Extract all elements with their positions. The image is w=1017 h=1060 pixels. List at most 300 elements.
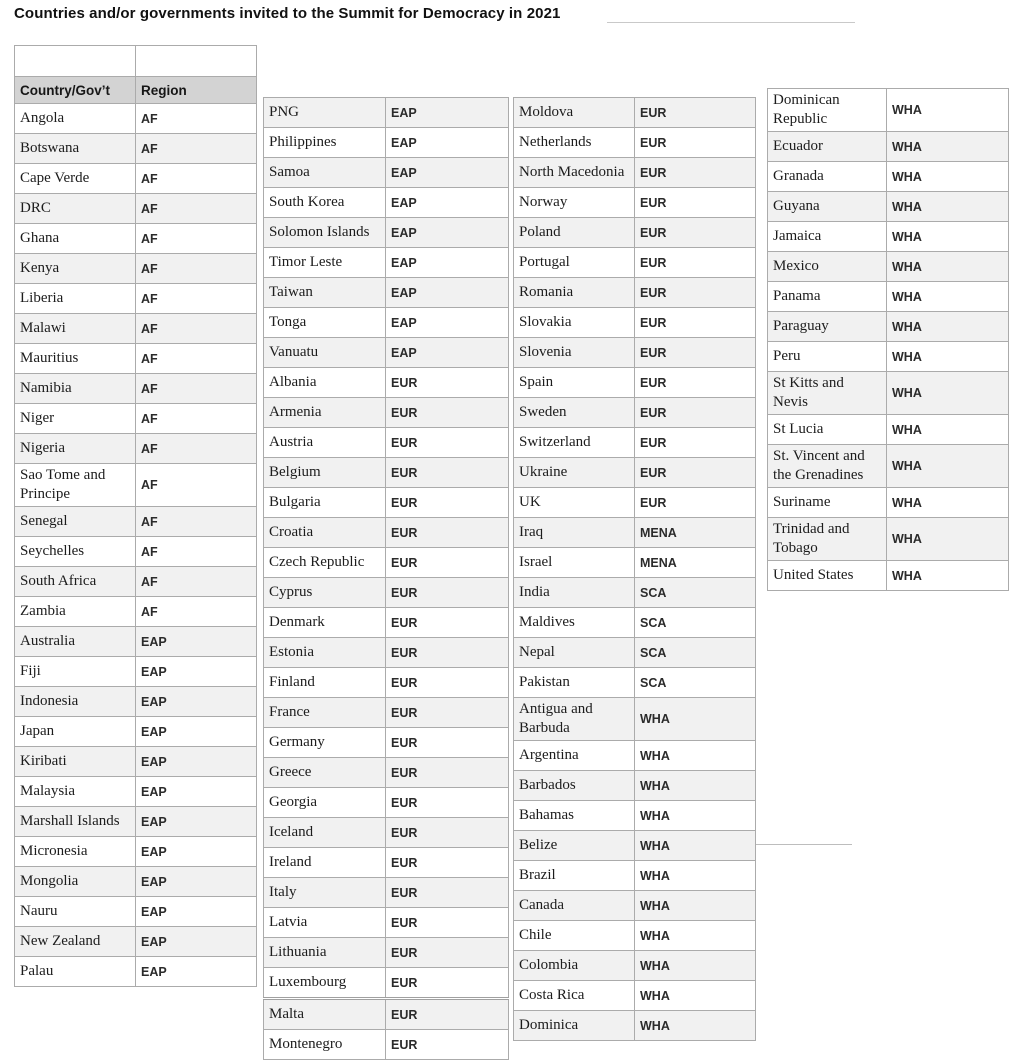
country-cell: Austria (264, 428, 386, 458)
table-row (264, 878, 509, 908)
table-row (514, 741, 756, 771)
table-row (264, 458, 509, 488)
region-cell: EUR (386, 638, 509, 668)
country-cell: Nauru (15, 897, 136, 927)
country-cell: Fiji (15, 657, 136, 687)
table-row (514, 638, 756, 668)
country-cell: Slovenia (514, 338, 635, 368)
region-cell: EUR (635, 128, 756, 158)
country-cell: Liberia (15, 284, 136, 314)
table-row (514, 458, 756, 488)
region-cell: WHA (887, 192, 1009, 222)
region-cell: EAP (136, 657, 257, 687)
region-cell: EUR (386, 518, 509, 548)
table-row (15, 567, 257, 597)
country-cell: Czech Republic (264, 548, 386, 578)
region-cell: EAP (136, 837, 257, 867)
region-cell: AF (136, 537, 257, 567)
country-cell: Ireland (264, 848, 386, 878)
country-cell: Colombia (514, 951, 635, 981)
region-cell: SCA (635, 668, 756, 698)
region-cell: WHA (635, 981, 756, 1011)
table-row (264, 698, 509, 728)
table-row (15, 657, 257, 687)
table-row (768, 312, 1009, 342)
country-cell: Croatia (264, 518, 386, 548)
country-cell: Angola (15, 104, 136, 134)
country-cell: Poland (514, 218, 635, 248)
country-cell: Zambia (15, 597, 136, 627)
country-cell: Mongolia (15, 867, 136, 897)
table-row (514, 308, 756, 338)
country-cell: Norway (514, 188, 635, 218)
country-cell: Israel (514, 548, 635, 578)
region-cell: AF (136, 464, 257, 507)
country-cell: Chile (514, 921, 635, 951)
country-cell: Costa Rica (514, 981, 635, 1011)
region-cell: EUR (386, 999, 509, 1030)
region-cell: WHA (887, 312, 1009, 342)
region-cell: EUR (635, 218, 756, 248)
region-cell: AF (136, 567, 257, 597)
table-row (264, 668, 509, 698)
table-row (514, 248, 756, 278)
table-row (768, 192, 1009, 222)
region-cell: EAP (136, 807, 257, 837)
table-row (264, 578, 509, 608)
country-cell: Armenia (264, 398, 386, 428)
country-cell: North Macedonia (514, 158, 635, 188)
region-cell: EUR (386, 608, 509, 638)
region-cell: AF (136, 254, 257, 284)
region-cell: EUR (635, 428, 756, 458)
region-cell: WHA (887, 132, 1009, 162)
country-cell: Albania (264, 368, 386, 398)
region-cell: WHA (635, 698, 756, 741)
table-row (264, 999, 509, 1030)
country-cell: Finland (264, 668, 386, 698)
table-row (514, 801, 756, 831)
empty-cell (136, 46, 257, 77)
region-cell: WHA (887, 415, 1009, 445)
region-cell: EUR (386, 398, 509, 428)
table-row (264, 548, 509, 578)
country-cell: Portugal (514, 248, 635, 278)
region-cell: EAP (136, 747, 257, 777)
table-row (514, 698, 756, 741)
table-row (514, 981, 756, 1011)
country-cell: Kiribati (15, 747, 136, 777)
country-cell: Namibia (15, 374, 136, 404)
country-cell: Barbados (514, 771, 635, 801)
table-row (15, 597, 257, 627)
column-header-country: Country/Gov’t (15, 77, 136, 104)
region-cell: AF (136, 224, 257, 254)
country-cell: Suriname (768, 488, 887, 518)
table-row (264, 308, 509, 338)
scan-artifact-line (607, 22, 855, 23)
table-row (264, 818, 509, 848)
region-cell: EUR (635, 278, 756, 308)
table-row (15, 374, 257, 404)
table-row (514, 861, 756, 891)
country-cell: Trinidad and Tobago (768, 518, 887, 561)
table-row (15, 164, 257, 194)
country-cell: Iceland (264, 818, 386, 848)
country-cell: Argentina (514, 741, 635, 771)
table-row (514, 1011, 756, 1041)
table-row (264, 518, 509, 548)
table-row (264, 188, 509, 218)
table-row (15, 434, 257, 464)
table-row (15, 957, 257, 987)
country-region-table-4 (767, 88, 1009, 591)
country-cell: Nepal (514, 638, 635, 668)
table-row (264, 728, 509, 758)
country-cell: Ecuador (768, 132, 887, 162)
country-cell: Iraq (514, 518, 635, 548)
region-cell: EUR (386, 488, 509, 518)
table-row (514, 368, 756, 398)
table-row (768, 488, 1009, 518)
scan-artifact-line (755, 844, 852, 845)
region-cell: WHA (887, 252, 1009, 282)
header-row (15, 77, 257, 104)
country-cell: Kenya (15, 254, 136, 284)
country-cell: St Lucia (768, 415, 887, 445)
country-cell: Spain (514, 368, 635, 398)
table-row (514, 548, 756, 578)
region-cell: EUR (386, 1030, 509, 1060)
table-row (514, 951, 756, 981)
country-cell: UK (514, 488, 635, 518)
region-cell: EAP (386, 128, 509, 158)
region-cell: WHA (887, 222, 1009, 252)
country-cell: United States (768, 561, 887, 591)
country-cell: Indonesia (15, 687, 136, 717)
country-cell: Latvia (264, 908, 386, 938)
country-cell: Bahamas (514, 801, 635, 831)
table-row (514, 428, 756, 458)
table-row (15, 687, 257, 717)
table-row (768, 282, 1009, 312)
country-cell: Taiwan (264, 278, 386, 308)
region-cell: EUR (635, 458, 756, 488)
country-cell: Solomon Islands (264, 218, 386, 248)
table-row (264, 158, 509, 188)
table-row (264, 428, 509, 458)
country-cell: Netherlands (514, 128, 635, 158)
country-cell: Ghana (15, 224, 136, 254)
country-cell: Paraguay (768, 312, 887, 342)
table-row (264, 128, 509, 158)
region-cell: EAP (136, 687, 257, 717)
table-row (264, 788, 509, 818)
country-cell: St. Vincent and the Grenadines (768, 445, 887, 488)
table-row (15, 464, 257, 507)
country-cell: Slovakia (514, 308, 635, 338)
table-row (15, 194, 257, 224)
table-row (264, 758, 509, 788)
region-cell: AF (136, 314, 257, 344)
country-cell: Granada (768, 162, 887, 192)
region-cell: EUR (635, 488, 756, 518)
region-cell: EUR (386, 758, 509, 788)
table-row (15, 404, 257, 434)
table-row (15, 134, 257, 164)
table-row (514, 278, 756, 308)
region-cell: EUR (386, 458, 509, 488)
table-row (514, 128, 756, 158)
region-cell: EAP (136, 927, 257, 957)
country-cell: St Kitts and Nevis (768, 372, 887, 415)
country-cell: Sweden (514, 398, 635, 428)
table-row (15, 717, 257, 747)
region-cell: EUR (386, 878, 509, 908)
region-cell: EUR (386, 428, 509, 458)
country-cell: France (264, 698, 386, 728)
country-cell: Switzerland (514, 428, 635, 458)
region-cell: AF (136, 507, 257, 537)
region-cell: EUR (635, 398, 756, 428)
country-cell: Romania (514, 278, 635, 308)
country-region-table-3 (513, 97, 756, 1041)
table-row (514, 831, 756, 861)
country-cell: Pakistan (514, 668, 635, 698)
region-cell: EUR (635, 338, 756, 368)
table-row (264, 218, 509, 248)
table-row (264, 338, 509, 368)
table-row (264, 608, 509, 638)
region-cell: AF (136, 374, 257, 404)
table-row (514, 398, 756, 428)
region-cell: AF (136, 134, 257, 164)
region-cell: EUR (386, 908, 509, 938)
country-region-table-1 (14, 45, 257, 987)
region-cell: WHA (887, 445, 1009, 488)
country-cell: Dominican Republic (768, 89, 887, 132)
country-cell: New Zealand (15, 927, 136, 957)
country-cell: Seychelles (15, 537, 136, 567)
table-row (514, 338, 756, 368)
country-cell: Luxembourg (264, 968, 386, 999)
country-cell: PNG (264, 98, 386, 128)
country-cell: Estonia (264, 638, 386, 668)
table-row (15, 627, 257, 657)
country-cell: Mauritius (15, 344, 136, 374)
country-cell: Timor Leste (264, 248, 386, 278)
table-row (514, 158, 756, 188)
table-row (15, 344, 257, 374)
table-row (264, 368, 509, 398)
region-cell: AF (136, 164, 257, 194)
table-row (264, 1030, 509, 1060)
country-cell: Panama (768, 282, 887, 312)
table-row (15, 747, 257, 777)
region-cell: EUR (386, 818, 509, 848)
region-cell: AF (136, 344, 257, 374)
country-cell: Jamaica (768, 222, 887, 252)
table-row (264, 98, 509, 128)
region-cell: WHA (887, 518, 1009, 561)
region-cell: EUR (386, 788, 509, 818)
country-cell: Cape Verde (15, 164, 136, 194)
country-cell: Mexico (768, 252, 887, 282)
country-cell: Cyprus (264, 578, 386, 608)
table-row (768, 132, 1009, 162)
table-row (514, 771, 756, 801)
region-cell: AF (136, 104, 257, 134)
region-cell: WHA (887, 561, 1009, 591)
table-row (264, 278, 509, 308)
region-cell: WHA (635, 771, 756, 801)
region-cell: WHA (887, 89, 1009, 132)
table-row (264, 398, 509, 428)
region-cell: EUR (635, 188, 756, 218)
country-cell: Denmark (264, 608, 386, 638)
region-cell: EAP (386, 278, 509, 308)
table-row (264, 638, 509, 668)
country-cell: Brazil (514, 861, 635, 891)
country-cell: Philippines (264, 128, 386, 158)
region-cell: WHA (635, 831, 756, 861)
region-cell: EUR (386, 548, 509, 578)
country-cell: Botswana (15, 134, 136, 164)
region-cell: WHA (887, 342, 1009, 372)
country-cell: Peru (768, 342, 887, 372)
table-row (514, 921, 756, 951)
country-cell: Antigua and Barbuda (514, 698, 635, 741)
table-row (15, 837, 257, 867)
country-cell: Marshall Islands (15, 807, 136, 837)
table-row (15, 254, 257, 284)
country-cell: Montenegro (264, 1030, 386, 1060)
region-cell: EAP (136, 957, 257, 987)
region-cell: WHA (887, 162, 1009, 192)
country-cell: Micronesia (15, 837, 136, 867)
table-row (15, 507, 257, 537)
region-cell: WHA (887, 282, 1009, 312)
country-cell: Lithuania (264, 938, 386, 968)
country-cell: DRC (15, 194, 136, 224)
region-cell: EAP (136, 777, 257, 807)
country-cell: Malawi (15, 314, 136, 344)
region-cell: EUR (635, 308, 756, 338)
column-header-region: Region (136, 77, 257, 104)
region-cell: EAP (386, 218, 509, 248)
country-cell: Canada (514, 891, 635, 921)
region-cell: WHA (635, 801, 756, 831)
table-row (514, 98, 756, 128)
region-cell: EUR (386, 728, 509, 758)
empty-cell (15, 46, 136, 77)
region-cell: EUR (635, 98, 756, 128)
table-row (15, 807, 257, 837)
country-cell: Samoa (264, 158, 386, 188)
region-cell: MENA (635, 518, 756, 548)
table-row (514, 891, 756, 921)
region-cell: EAP (136, 717, 257, 747)
country-cell: India (514, 578, 635, 608)
region-cell: EUR (386, 968, 509, 999)
region-cell: EAP (136, 867, 257, 897)
country-region-table-2 (263, 97, 509, 1060)
country-cell: Guyana (768, 192, 887, 222)
region-cell: WHA (887, 372, 1009, 415)
table-row (264, 968, 509, 999)
country-cell: Sao Tome and Principe (15, 464, 136, 507)
country-cell: Dominica (514, 1011, 635, 1041)
table-row (768, 252, 1009, 282)
country-cell: Maldives (514, 608, 635, 638)
region-cell: EAP (136, 627, 257, 657)
region-cell: WHA (635, 741, 756, 771)
table-row (15, 284, 257, 314)
table-row (15, 314, 257, 344)
table-row (15, 104, 257, 134)
region-cell: EUR (635, 158, 756, 188)
country-cell: Ukraine (514, 458, 635, 488)
region-cell: EUR (386, 938, 509, 968)
table-row (514, 188, 756, 218)
region-cell: SCA (635, 608, 756, 638)
region-cell: SCA (635, 578, 756, 608)
table-row (514, 578, 756, 608)
table-row (768, 89, 1009, 132)
region-cell: SCA (635, 638, 756, 668)
region-cell: WHA (635, 951, 756, 981)
country-cell: Germany (264, 728, 386, 758)
country-cell: Belgium (264, 458, 386, 488)
table-row (264, 848, 509, 878)
region-cell: WHA (635, 891, 756, 921)
region-cell: AF (136, 597, 257, 627)
region-cell: EUR (386, 578, 509, 608)
region-cell: WHA (635, 861, 756, 891)
country-cell: Malaysia (15, 777, 136, 807)
region-cell: AF (136, 194, 257, 224)
region-cell: EUR (386, 698, 509, 728)
region-cell: EUR (386, 668, 509, 698)
region-cell: EAP (386, 248, 509, 278)
region-cell: EAP (386, 308, 509, 338)
table-row (264, 938, 509, 968)
region-cell: WHA (887, 488, 1009, 518)
table-row (768, 415, 1009, 445)
region-cell: EAP (136, 897, 257, 927)
country-cell: Nigeria (15, 434, 136, 464)
table-row (768, 342, 1009, 372)
country-cell: Senegal (15, 507, 136, 537)
table-row (15, 777, 257, 807)
region-cell: EAP (386, 158, 509, 188)
table-row (514, 488, 756, 518)
country-cell: Australia (15, 627, 136, 657)
table-row (768, 222, 1009, 252)
region-cell: EUR (635, 368, 756, 398)
region-cell: AF (136, 404, 257, 434)
country-cell: Vanuatu (264, 338, 386, 368)
country-cell: South Korea (264, 188, 386, 218)
region-cell: AF (136, 284, 257, 314)
table-row (768, 518, 1009, 561)
table-row (768, 561, 1009, 591)
country-cell: Georgia (264, 788, 386, 818)
country-cell: South Africa (15, 567, 136, 597)
region-cell: EUR (635, 248, 756, 278)
table-row (264, 488, 509, 518)
region-cell: AF (136, 434, 257, 464)
